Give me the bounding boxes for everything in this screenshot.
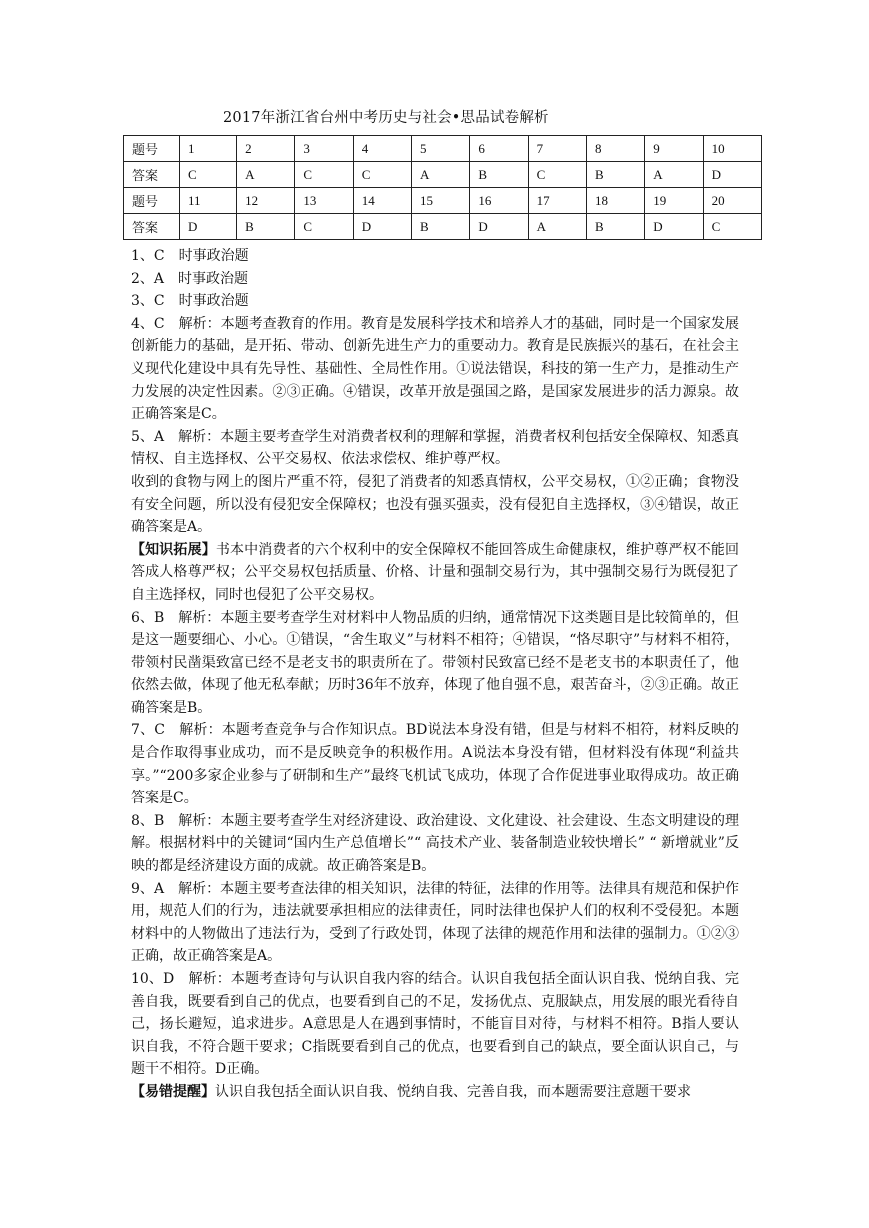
paragraph-text: 2、A 时事政治题: [131, 270, 249, 287]
paragraph-text: 6、B 解析：本题主要考查学生对材料中人物品质的归纳，通常情况下这类题目是比较简单的，但是这一题要细心、小心。①错误，“舍生取义”与材料不相符；④错误，“恪尽职守”与材料不相符，带领村民凿渠致富已经不是老支书的职责所在了。带领村民致富已经不是老支书的本职责任了，他依然去做，体现了他无私奉献；历时36年不放弃，体现了他自强不息，艰苦奋斗，②③正确。故正确答案是B。: [131, 609, 739, 716]
table-cell: B: [412, 214, 470, 240]
table-cell: 1: [180, 136, 237, 162]
analysis-paragraph: [131, 245, 739, 268]
table-cell: 8: [586, 136, 644, 162]
table-cell: 14: [353, 188, 411, 214]
table-cell: 2: [237, 136, 295, 162]
table-cell: 11: [180, 188, 237, 214]
paragraph-text: 3、C 时事政治题: [131, 293, 249, 310]
table-row: [124, 162, 762, 188]
table-cell: C: [353, 162, 411, 188]
table-cell: 4: [353, 136, 411, 162]
table-cell: D: [353, 214, 411, 240]
row-label: 题号: [124, 188, 180, 214]
table-row: [124, 136, 762, 162]
analysis-paragraph: [131, 539, 739, 607]
table-cell: 3: [295, 136, 353, 162]
analysis-paragraph: [131, 290, 739, 313]
paragraph-text: 1、C 时事政治题: [131, 248, 249, 264]
analysis-paragraph: [131, 607, 739, 720]
document-title: 2017年浙江省台州中考历史与社会•思品试卷解析: [223, 110, 549, 126]
paragraph-text: 认识自我包括全面认识自我、悦纳自我、完善自我，而本题需要注意题干要求: [215, 1083, 691, 1100]
analysis-paragraph: [131, 313, 739, 426]
table-cell: 17: [528, 188, 586, 214]
paragraph-text: 5、A 解析：本题主要考查学生对消费者权利的理解和掌握，消费者权利包括安全保障权、知悉真情权、自主选择权、公平交易权、依法求偿权、维护尊严权。: [131, 428, 739, 468]
table-cell: 12: [237, 188, 295, 214]
analysis-paragraph: [131, 268, 739, 291]
table-cell: C: [703, 214, 761, 240]
paragraph-text: 10、D 解析：本题考查诗句与认识自我内容的结合。认识自我包括全面认识自我、悦纳自我、完善自我，既要看到自己的优点，也要看到自己的不足，发扬优点、克服缺点，用发展的眼光看待自己，扬长避短，追求进步。A意思是人在遇到事情时，不能盲目对待，与材料不相符。B指人要认识自我，不符合题干要求；C指既要看到自己的优点，也要看到自己的缺点，要全面认识自己，与题干不相符。D正确。: [131, 971, 739, 1078]
table-cell: 6: [470, 136, 528, 162]
paragraph-text: 书本中消费者的六个权利中的安全保障权不能回答成生命健康权，维护尊严权不能回答成人格尊严权；公平交易权包括质量、价格、计量和强制交易行为，其中强制交易行为既侵犯了自主选择权，同时也侵犯了公平交易权。: [131, 541, 739, 603]
paragraph-text: 4、C 解析：本题考查教育的作用。教育是发展科学技术和培养人才的基础，同时是一个国家发展创新能力的基础，是开拓、带动、创新先进生产力的重要动力。教育是民族振兴的基石，在社会主义现代化建设中具有先导性、基础性、全局性作用。①说法错误，科技的第一生产力，是推动生产力发展的决定性因素。②③正确。④错误，改革开放是强国之路，是国家发展进步的活力源泉。故正确答案是C。: [131, 315, 739, 423]
table-cell: D: [645, 214, 703, 240]
table-cell: C: [295, 162, 353, 188]
callout-heading: 【知识拓展】: [131, 541, 216, 558]
paragraph-text: 7、C 解析：本题考查竞争与合作知识点。BD说法本身没有错，但是与材料不相符，材料反映的是合作取得事业成功，而不是反映竞争的积极作用。A说法本身没有错，但材料没有体现“利益共享。”“200多家企业参与了研制和生产”最终飞机试飞成功，体现了合作促进事业取得成功。故正确答案是C。: [131, 722, 739, 807]
row-label: 答案: [124, 162, 180, 188]
table-cell: 5: [412, 136, 470, 162]
table-cell: 16: [470, 188, 528, 214]
table-cell: B: [237, 214, 295, 240]
table-row: [124, 188, 762, 214]
analysis-paragraph: [131, 810, 739, 878]
callout-heading: 【易错提醒】: [131, 1083, 215, 1100]
paragraph-text: 8、B 解析：本题主要考查学生对经济建设、政治建设、文化建设、社会建设、生态文明建设的理解。根据材料中的关键词“国内生产总值增长”“ 高技术产业、装备制造业较快增长” “ 新增就业”反映的都是经济建设方面的成就。故正确答案是B。: [131, 812, 739, 875]
table-cell: A: [237, 162, 295, 188]
row-label: 题号: [124, 136, 180, 162]
analysis-paragraph: [131, 878, 739, 968]
table-cell: D: [470, 214, 528, 240]
table-cell: 19: [645, 188, 703, 214]
table-row: [124, 214, 762, 240]
table-cell: 9: [645, 136, 703, 162]
analysis-paragraph: [131, 968, 739, 1081]
table-cell: D: [703, 162, 761, 188]
table-cell: B: [586, 162, 644, 188]
table-cell: 10: [703, 136, 761, 162]
paragraph-text: 收到的食物与网上的图片严重不符，侵犯了消费者的知悉真情权，公平交易权，①②正确；食物没有安全问题，所以没有侵犯安全保障权；也没有强买强卖，没有侵犯自主选择权，③④错误，故正确答案是A。: [131, 473, 739, 536]
analysis-paragraph: [131, 1081, 739, 1104]
row-label: 答案: [124, 214, 180, 240]
table-cell: B: [470, 162, 528, 188]
table-cell: A: [528, 214, 586, 240]
table-cell: 15: [412, 188, 470, 214]
table-cell: A: [645, 162, 703, 188]
analysis-paragraph: [131, 471, 739, 539]
table-cell: C: [180, 162, 237, 188]
table-cell: B: [586, 214, 644, 240]
paragraph-text: 9、A 解析：本题主要考查法律的相关知识，法律的特征，法律的作用等。法律具有规范和保护作用，规范人们的行为，违法就要承担相应的法律责任，同时法律也保护人们的权利不受侵犯。本题材料中的人物做出了违法行为，受到了行政处罚，体现了法律的规范作用和法律的强制力。①②③正确，故正确答案是A。: [131, 880, 739, 965]
table-cell: D: [180, 214, 237, 240]
table-cell: 13: [295, 188, 353, 214]
table-cell: A: [412, 162, 470, 188]
answer-table: [123, 135, 762, 240]
table-cell: C: [295, 214, 353, 240]
analysis-paragraph: [131, 426, 739, 471]
table-cell: 20: [703, 188, 761, 214]
analysis-body: [131, 245, 739, 1104]
table-cell: C: [528, 162, 586, 188]
table-cell: 7: [528, 136, 586, 162]
analysis-paragraph: [131, 719, 739, 809]
table-cell: 18: [586, 188, 644, 214]
